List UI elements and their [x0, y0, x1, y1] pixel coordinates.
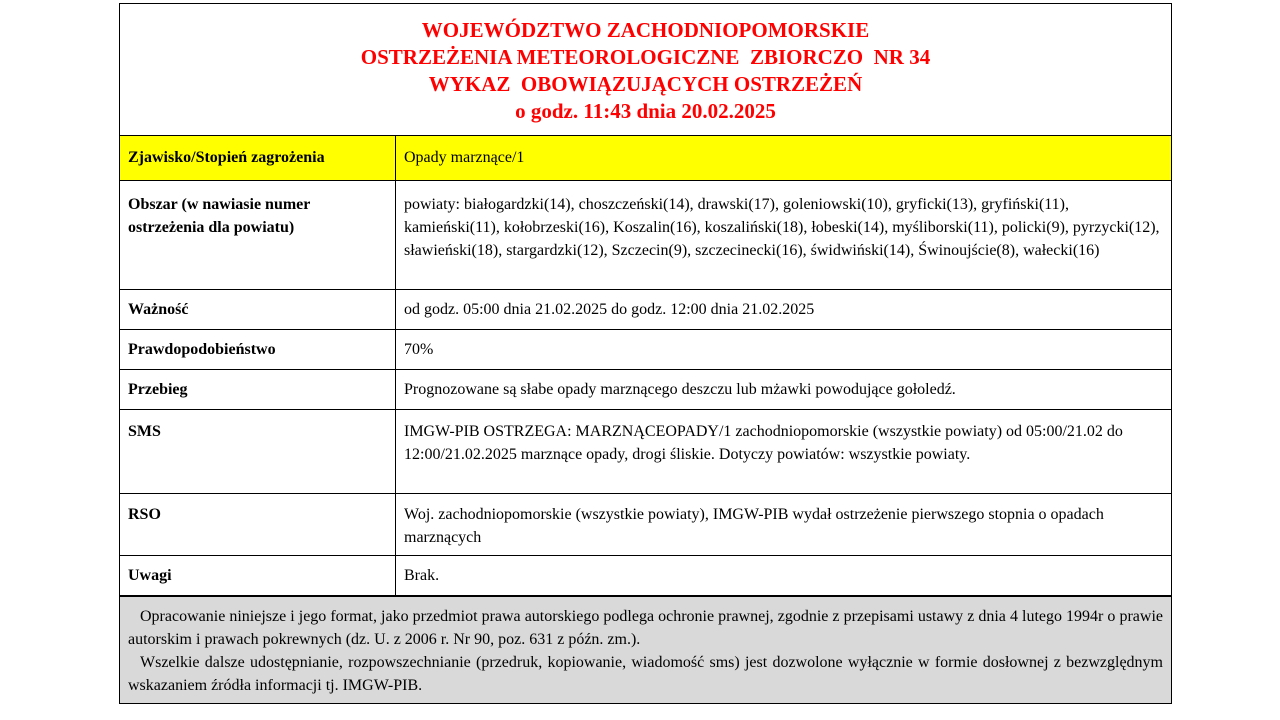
row-value: Woj. zachodniopomorskie (wszystkie powiaty), IMGW-PIB wydał ostrzeżenie pierwszego stopnia o opadach marznących [396, 493, 1172, 555]
table-row-validity [120, 289, 1171, 329]
warning-document [119, 3, 1172, 704]
table-row-probability [120, 329, 1171, 369]
row-value: 70% [396, 329, 1172, 369]
header-subtitle: WYKAZ OBOWIĄZUJĄCYCH OSTRZEŻEŃ [428, 72, 863, 96]
header-timestamp: o godz. 11:43 dnia 20.02.2025 [515, 99, 776, 123]
table-row-rso [120, 493, 1171, 555]
row-value: Prognozowane są słabe opady marznącego deszczu lub mżawki powodujące gołoledź. [396, 369, 1172, 409]
table-row-notes [120, 555, 1171, 595]
row-label: Przebieg [120, 369, 396, 409]
row-value: Brak. [396, 555, 1172, 595]
copyright-paragraph: Opracowanie niniejsze i jego format, jako przedmiot prawa autorskiego podlega ochronie prawnej, zgodnie z przepisami ustawy z dnia 4 lutego 1994r o prawie autorskim i prawach pokrewnych (dz. U. z 2006 r. Nr 90, poz. 631 z późn. zm.). [128, 607, 1163, 648]
row-label: SMS [120, 409, 396, 493]
row-label: Ważność [120, 289, 396, 329]
table-row-phenomenon [120, 136, 1171, 180]
row-value: powiaty: białogardzki(14), choszczeński(14), drawski(17), goleniowski(10), gryficki(13), gryfiński(11), kamieński(11), kołobrzeski(16), Koszalin(16), koszaliński(18), łobeski(14), myśliborski(11), policki(9), pyrzycki(12), sławieński(18), stargardzki(12), Szczecin(9), szczecinecki(16), świdwiński(14), Świnoujście(8), wałecki(16) [396, 180, 1172, 289]
row-label: Zjawisko/Stopień zagrożenia [120, 136, 396, 180]
document-header [120, 4, 1171, 136]
row-value: od godz. 05:00 dnia 21.02.2025 do godz. 12:00 dnia 21.02.2025 [396, 289, 1172, 329]
header-title: OSTRZEŻENIA METEOROLOGICZNE ZBIORCZO NR 34 [360, 45, 931, 69]
distribution-paragraph: Wszelkie dalsze udostępnianie, rozpowszechnianie (przedruk, kopiowanie, wiadomość sms) jest dozwolone wyłącznie w formie dosłownej z bezwzględnym wskazaniem źródła informacji tj. IMGW-PIB. [128, 653, 1163, 694]
row-label: RSO [120, 493, 396, 555]
table-row-area [120, 180, 1171, 289]
row-value: IMGW-PIB OSTRZEGA: MARZNĄCEOPADY/1 zachodniopomorskie (wszystkie powiaty) od 05:00/21.02 do 12:00/21.02.2025 marznące opady, drogi śliskie. Dotyczy powiatów: wszystkie powiaty. [396, 409, 1172, 493]
warning-table [120, 136, 1171, 596]
row-label: Prawdopodobieństwo [120, 329, 396, 369]
row-value: Opady marznące/1 [396, 136, 1172, 180]
copyright-notice [120, 596, 1171, 703]
table-row-sms [120, 409, 1171, 493]
row-label: Obszar (w nawiasie numer ostrzeżenia dla powiatu) [120, 180, 396, 289]
header-region: WOJEWÓDZTWO ZACHODNIOPOMORSKIE [421, 18, 870, 42]
row-label: Uwagi [120, 555, 396, 595]
table-row-course [120, 369, 1171, 409]
